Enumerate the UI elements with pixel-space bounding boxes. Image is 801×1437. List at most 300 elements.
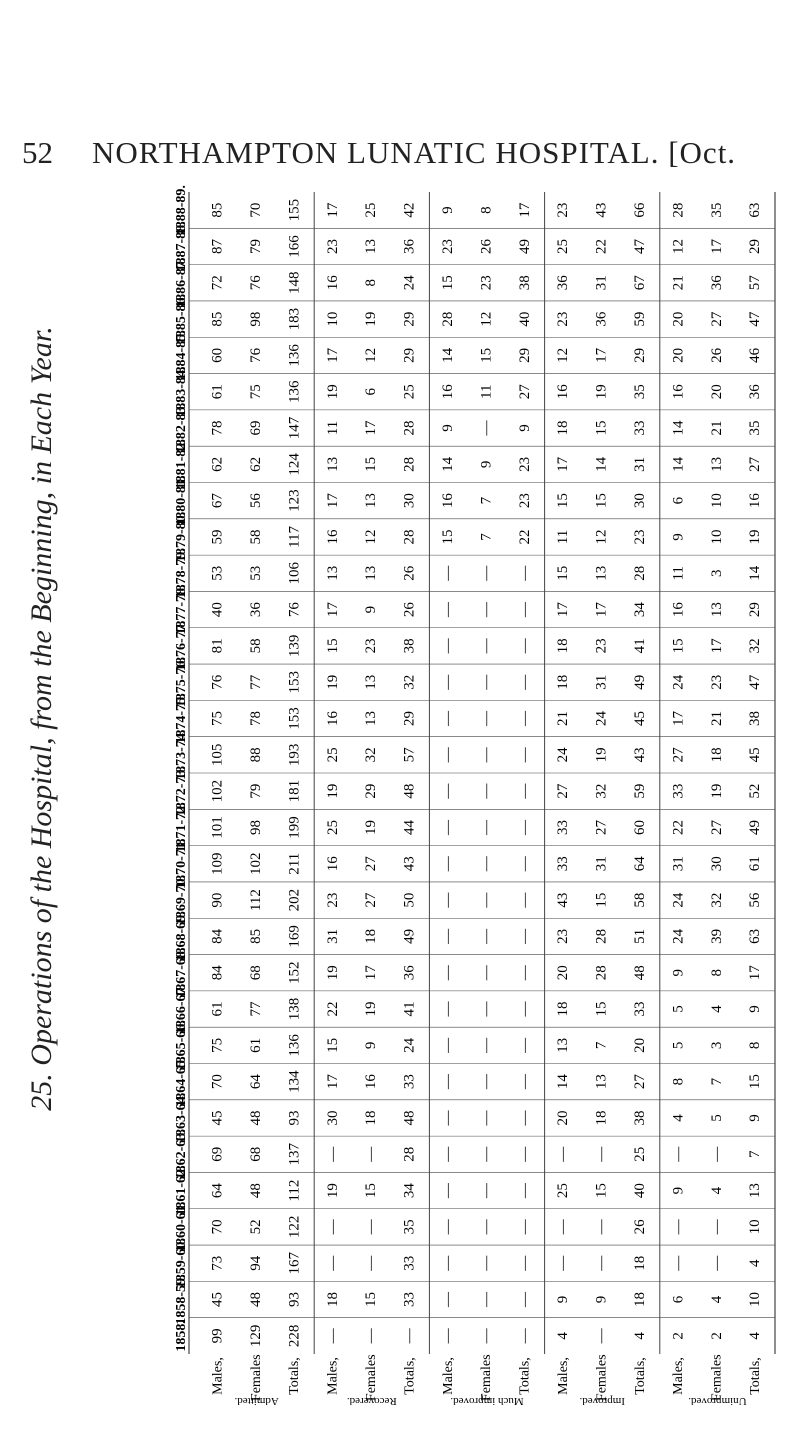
table-cell: 59	[632, 311, 649, 327]
table-cell: 6	[670, 1295, 687, 1304]
table-cell: 48	[632, 965, 649, 981]
stub-row-label: Males,	[556, 1357, 572, 1395]
table-cell: —	[516, 1292, 533, 1308]
table-cell: 27	[747, 456, 764, 472]
table-cell: 24	[670, 928, 687, 944]
table-cell: 76	[209, 674, 226, 690]
table-cell: —	[478, 420, 495, 436]
table-cell: 84	[209, 965, 226, 981]
table-cell: —	[363, 1146, 380, 1162]
table-cell: 18	[593, 1110, 610, 1126]
table-cell: 9	[670, 533, 687, 541]
table-cell: —	[516, 1001, 533, 1017]
table-cell: 15	[593, 420, 610, 436]
table-cell: 17	[324, 1074, 341, 1090]
table-cell: 30	[632, 493, 649, 509]
table-cell: 13	[363, 238, 380, 254]
table-cell: 15	[324, 1037, 341, 1053]
table-cell: 19	[324, 1183, 341, 1199]
table-cell: 9	[747, 1005, 764, 1013]
table-cell: —	[555, 1146, 572, 1162]
table-cell: 11	[478, 384, 495, 399]
table-cell: 17	[555, 602, 572, 618]
table-cell: —	[516, 928, 533, 944]
table-cell: 16	[670, 602, 687, 618]
table-cell: 18	[632, 1292, 649, 1308]
table-cell: 16	[440, 493, 457, 509]
table-cell: 47	[747, 311, 764, 327]
stub-group-label: Improved.	[579, 1395, 625, 1407]
table-cell: 16	[747, 493, 764, 509]
table-cell: —	[478, 783, 495, 799]
stub-row-label: Females,	[594, 1354, 610, 1402]
table-cell: —	[440, 965, 457, 981]
table-cell: 3	[708, 1041, 725, 1050]
table-cell: —	[478, 1001, 495, 1017]
table-cell: 27	[516, 384, 533, 400]
table-cell: 139	[286, 634, 303, 658]
table-cell: —	[516, 965, 533, 981]
table-cell: 16	[324, 856, 341, 872]
table-cell: 33	[632, 1001, 649, 1017]
table-cell: 11	[670, 566, 687, 581]
table-cell: 124	[286, 453, 303, 476]
table-cell: 5	[670, 1005, 687, 1013]
table-cell: 43	[555, 892, 572, 908]
table-cell: 16	[670, 384, 687, 400]
table-cell: —	[478, 1037, 495, 1053]
table-cell: 7	[478, 496, 495, 505]
table-cell: 23	[516, 456, 533, 472]
table-cell: 33	[555, 819, 572, 835]
table-cell: 9	[593, 1295, 610, 1304]
table-cell: 38	[516, 275, 533, 291]
table-cell: 75	[248, 384, 265, 400]
table-cell: 27	[632, 1074, 649, 1090]
table-cell: 35	[632, 384, 649, 400]
table-cell: 136	[286, 380, 303, 403]
table-cell: —	[516, 1219, 533, 1235]
table-cell: 29	[516, 347, 533, 363]
table-cell: 123	[286, 489, 303, 512]
table-cell: 76	[248, 347, 265, 363]
table-grid	[174, 185, 775, 1354]
table-cell: —	[440, 1255, 457, 1271]
table-cell: 49	[516, 238, 533, 254]
table-cell: 16	[324, 529, 341, 545]
stub-row-label: Totals,	[748, 1357, 764, 1395]
table-cell: 85	[209, 311, 226, 327]
table-cell: 57	[747, 275, 764, 291]
table-cell: 22	[324, 1001, 341, 1017]
table-cell: 25	[632, 1146, 649, 1162]
table-cell: 46	[747, 347, 764, 363]
year-label: 1863-64.	[174, 1092, 190, 1144]
table-cell: 36	[401, 965, 418, 981]
table-cell: 4	[708, 1295, 725, 1304]
table-cell: 30	[401, 493, 418, 509]
table-cell: —	[324, 1328, 341, 1344]
table-cell: 23	[555, 202, 572, 218]
table-cell: 25	[324, 747, 341, 763]
table-cell: 199	[286, 816, 303, 839]
table-cell: 94	[248, 1255, 265, 1271]
table-cell: 53	[248, 565, 265, 581]
table-stub	[189, 1354, 775, 1410]
table-cell: 16	[440, 384, 457, 400]
year-label: 1869-70.	[174, 875, 190, 926]
table-cell: 9	[478, 460, 495, 469]
table-cell: 19	[363, 311, 380, 327]
table-cell: 17	[555, 456, 572, 472]
table-cell: 28	[401, 529, 418, 545]
table-cell: —	[440, 1146, 457, 1162]
table-cell: 17	[363, 420, 380, 436]
table-cell: 8	[478, 206, 495, 214]
stub-row-label: Totals,	[517, 1357, 533, 1395]
table-cell: 28	[632, 565, 649, 581]
table-cell: —	[324, 1219, 341, 1235]
table-cell: 13	[324, 565, 341, 581]
table-cell: 49	[632, 674, 649, 690]
table-cell: 5	[670, 1041, 687, 1050]
table-cell: 9	[555, 1295, 572, 1304]
stub-headers	[189, 1354, 775, 1410]
table-cell: 64	[632, 856, 649, 872]
month-label: [Oct.	[668, 135, 737, 170]
table-cell: 33	[632, 420, 649, 436]
year-label: 1884-85.	[174, 330, 190, 381]
table-cell: —	[516, 747, 533, 763]
table-cell: 14	[440, 347, 457, 363]
year-label: 1881-82.	[174, 439, 190, 490]
table-cell: —	[516, 1183, 533, 1199]
table-cell: 22	[670, 819, 687, 835]
table-cell: 15	[670, 638, 687, 654]
table-cell: 64	[248, 1074, 265, 1090]
year-label: 1866-67.	[174, 983, 190, 1035]
table-cell: 193	[286, 743, 303, 767]
stub-row-label: Males,	[325, 1357, 341, 1395]
table-cell: 152	[286, 961, 303, 984]
year-label: 1876-77.	[174, 620, 190, 671]
table-cell: 61	[248, 1037, 265, 1053]
table-cell: 13	[593, 1074, 610, 1090]
stub-group-label: Recovered.	[346, 1395, 397, 1407]
year-label: 1862-63.	[174, 1129, 190, 1180]
table-cell: 4	[747, 1332, 764, 1340]
table-cell: 99	[209, 1328, 226, 1344]
table-cell: 28	[401, 456, 418, 472]
table-cell: 24	[593, 711, 610, 727]
table-cell: 77	[248, 1001, 265, 1017]
stub-group-label: Much improved.	[450, 1395, 524, 1407]
table-cell: —	[440, 1328, 457, 1344]
table-cell: 48	[401, 1110, 418, 1126]
table-cell: 75	[209, 1037, 226, 1053]
table-cell: 49	[747, 819, 764, 835]
table-cell: —	[516, 1037, 533, 1053]
table-cell: 148	[286, 271, 303, 295]
table-cell: 19	[324, 384, 341, 400]
table-cell: 15	[593, 892, 610, 908]
table-cell: 112	[286, 1179, 303, 1202]
table-cell: 26	[478, 238, 495, 254]
table-cell: —	[516, 783, 533, 799]
stub-row-label: Totals,	[287, 1357, 303, 1395]
table-cell: 70	[209, 1219, 226, 1235]
table-cell: 78	[248, 711, 265, 727]
table-cell: 9	[440, 206, 457, 214]
table-cell: —	[670, 1146, 687, 1162]
table-cell: 17	[593, 602, 610, 618]
table-cell: 12	[363, 529, 380, 545]
table-cell: 17	[670, 711, 687, 727]
table-cell: 23	[478, 275, 495, 291]
table-cell: —	[440, 892, 457, 908]
table-cell: 19	[324, 674, 341, 690]
table-cell: 29	[747, 602, 764, 618]
table-cell: 32	[401, 674, 418, 690]
table-cell: —	[478, 1255, 495, 1271]
table-cell: 40	[209, 602, 226, 618]
table-cell: —	[363, 1255, 380, 1271]
stub-row-label: Females,	[709, 1354, 725, 1402]
table-cell: 93	[286, 1292, 303, 1308]
table-cell: 20	[670, 347, 687, 363]
table-cell: —	[440, 1219, 457, 1235]
table-cell: 84	[209, 928, 226, 944]
table-cell: 40	[516, 311, 533, 327]
table-cell: 122	[286, 1215, 303, 1239]
table-cell: —	[440, 1292, 457, 1308]
table-cell: 7	[747, 1150, 764, 1159]
table-cell: 27	[555, 783, 572, 799]
table-cell: 18	[363, 928, 380, 944]
table-cell: —	[478, 1292, 495, 1308]
table-cell: 32	[363, 747, 380, 763]
table-cell: 44	[401, 819, 418, 835]
table-cell: 17	[593, 347, 610, 363]
table-cell: 23	[708, 674, 725, 690]
table-cell: 56	[248, 493, 265, 509]
table-cell: 90	[209, 892, 226, 908]
year-label: 1887-88.	[174, 221, 190, 272]
table-cell: 33	[401, 1255, 418, 1271]
table-cell: 12	[478, 311, 495, 327]
table-cell: 14	[670, 456, 687, 472]
table-cell: 98	[248, 311, 265, 327]
operations-table	[174, 185, 775, 1354]
table-cell: 48	[401, 783, 418, 799]
stub-row-label: Males,	[440, 1357, 456, 1395]
table-cell: 47	[747, 674, 764, 690]
table-cell: —	[555, 1219, 572, 1235]
table-cell: 28	[593, 928, 610, 944]
table-cell: 21	[708, 711, 725, 727]
year-label: 1868-69.	[174, 911, 190, 962]
table-cell: 41	[632, 638, 649, 654]
table-cell: 10	[708, 529, 725, 545]
year-label: 1858-59.	[174, 1274, 190, 1325]
table-cell: 19	[593, 747, 610, 763]
table-cell: 19	[593, 384, 610, 400]
table-cell: 15	[478, 347, 495, 363]
table-cell: —	[593, 1146, 610, 1162]
table-cell: 167	[286, 1251, 303, 1275]
table-cell: 12	[555, 347, 572, 363]
stub-group-label: Unimproved.	[688, 1395, 747, 1407]
year-label: 1888-89.	[174, 185, 190, 236]
table-cell: 24	[555, 747, 572, 763]
table-cell: 117	[286, 525, 303, 548]
table-cell: 9	[440, 424, 457, 432]
year-label: 1885-86.	[174, 294, 190, 345]
table-cell: 26	[401, 565, 418, 581]
table-cell: —	[516, 856, 533, 872]
table-cell: 10	[747, 1292, 764, 1308]
table-cell: 58	[248, 638, 265, 654]
table-cell: 12	[363, 347, 380, 363]
table-cell: 15	[440, 275, 457, 291]
table-cell: 26	[632, 1219, 649, 1235]
table-cell: 70	[209, 1074, 226, 1090]
table-cell: 28	[593, 965, 610, 981]
table-cell: 20	[555, 965, 572, 981]
table-cell: 93	[286, 1110, 303, 1126]
table-cell: 4	[708, 1005, 725, 1013]
table-cell: 9	[363, 1041, 380, 1050]
table-cell: 16	[555, 384, 572, 400]
table-cell: 14	[593, 456, 610, 472]
table-cell: —	[440, 747, 457, 763]
table-cell: 63	[747, 928, 764, 944]
table-cell: 52	[248, 1219, 265, 1235]
table-cell: 137	[286, 1143, 303, 1166]
table-cell: 36	[747, 384, 764, 400]
table-cell: 85	[209, 202, 226, 218]
table-cell: 136	[286, 1034, 303, 1057]
table-cell: 72	[209, 275, 226, 291]
table-cell: 36	[555, 275, 572, 291]
table-cell: 138	[286, 997, 303, 1021]
table-cell: —	[440, 638, 457, 654]
year-label: 1880-81.	[174, 475, 190, 526]
table-cell: —	[363, 1219, 380, 1235]
table-cell: 15	[747, 1074, 764, 1090]
table-cell: 19	[747, 529, 764, 545]
table-cell: 8	[363, 279, 380, 287]
table-cell: —	[324, 1146, 341, 1162]
table-cell: 8	[747, 1041, 764, 1050]
table-cell: —	[440, 565, 457, 581]
table-cell: 13	[747, 1183, 764, 1199]
table-cell: 109	[209, 852, 226, 876]
table-cell: 36	[401, 238, 418, 254]
table-cell: —	[708, 1146, 725, 1162]
table-cell: 30	[324, 1110, 341, 1126]
table-cell: 106	[286, 562, 303, 585]
table-cell: 4	[747, 1259, 764, 1267]
table-cell: —	[440, 1074, 457, 1090]
table-cell: 23	[516, 493, 533, 509]
table-cell: 16	[363, 1074, 380, 1090]
table-cell: —	[440, 674, 457, 690]
table-cell: 75	[209, 711, 226, 727]
table-cell: —	[478, 747, 495, 763]
table-cell: 29	[632, 347, 649, 363]
table-cell: 22	[516, 529, 533, 545]
table-cell: 153	[286, 707, 303, 730]
table-cell: 51	[632, 928, 649, 944]
table-cell: 6	[363, 387, 380, 396]
table-cell: —	[478, 1183, 495, 1199]
table-cell: —	[478, 602, 495, 618]
table-cell: 26	[401, 602, 418, 618]
table-cell: —	[478, 928, 495, 944]
table-cell: 25	[555, 1183, 572, 1199]
year-label: 1874-75.	[174, 693, 190, 744]
table-cell: 45	[209, 1110, 226, 1126]
table-cell: 24	[401, 275, 418, 291]
table-cell: 27	[670, 747, 687, 763]
table-cell: 27	[593, 819, 610, 835]
table-cell: 69	[209, 1146, 226, 1162]
table-cell: —	[516, 1074, 533, 1090]
table-cell: —	[516, 1255, 533, 1271]
table-cell: 21	[555, 711, 572, 727]
table-cell: 62	[248, 456, 265, 472]
table-cell: 23	[632, 529, 649, 545]
table-cell: 67	[632, 275, 649, 291]
table-cell: 7	[593, 1041, 610, 1050]
table-cell: —	[440, 1110, 457, 1126]
table-cell: 22	[593, 238, 610, 254]
table-cell: 48	[248, 1183, 265, 1199]
table-cell: 134	[286, 1070, 303, 1093]
table-cell: 69	[248, 420, 265, 436]
table-cell: —	[516, 638, 533, 654]
table-cell: 18	[632, 1255, 649, 1271]
table-cell: 8	[708, 968, 725, 977]
table-cell: 11	[555, 529, 572, 545]
table-cell: 78	[209, 420, 226, 436]
table-cell: 2	[708, 1332, 725, 1340]
table-cell: 13	[363, 711, 380, 727]
table-cell: 228	[286, 1324, 303, 1348]
table-cell: 16	[324, 711, 341, 727]
table-cell: 20	[708, 384, 725, 400]
table-cell: 43	[401, 856, 418, 872]
table-cell: 102	[248, 852, 265, 876]
year-label: 1882-83.	[174, 402, 190, 454]
table-cell: 31	[593, 674, 610, 690]
table-cell: 36	[708, 275, 725, 291]
table-cell: 147	[286, 416, 303, 440]
stub-row-label: Females,	[364, 1354, 380, 1402]
table-cell: 13	[708, 456, 725, 472]
table-cell: 24	[670, 892, 687, 908]
table-cell: 9	[670, 1186, 687, 1195]
table-cell: 98	[248, 819, 265, 835]
table-cell: 17	[747, 965, 764, 981]
table-cell: 31	[324, 928, 341, 944]
table-cell: —	[516, 1328, 533, 1344]
table-cell: —	[708, 1255, 725, 1271]
table-cell: 14	[440, 456, 457, 472]
table-cell: 17	[708, 238, 725, 254]
table-cell: 5	[708, 1114, 725, 1122]
